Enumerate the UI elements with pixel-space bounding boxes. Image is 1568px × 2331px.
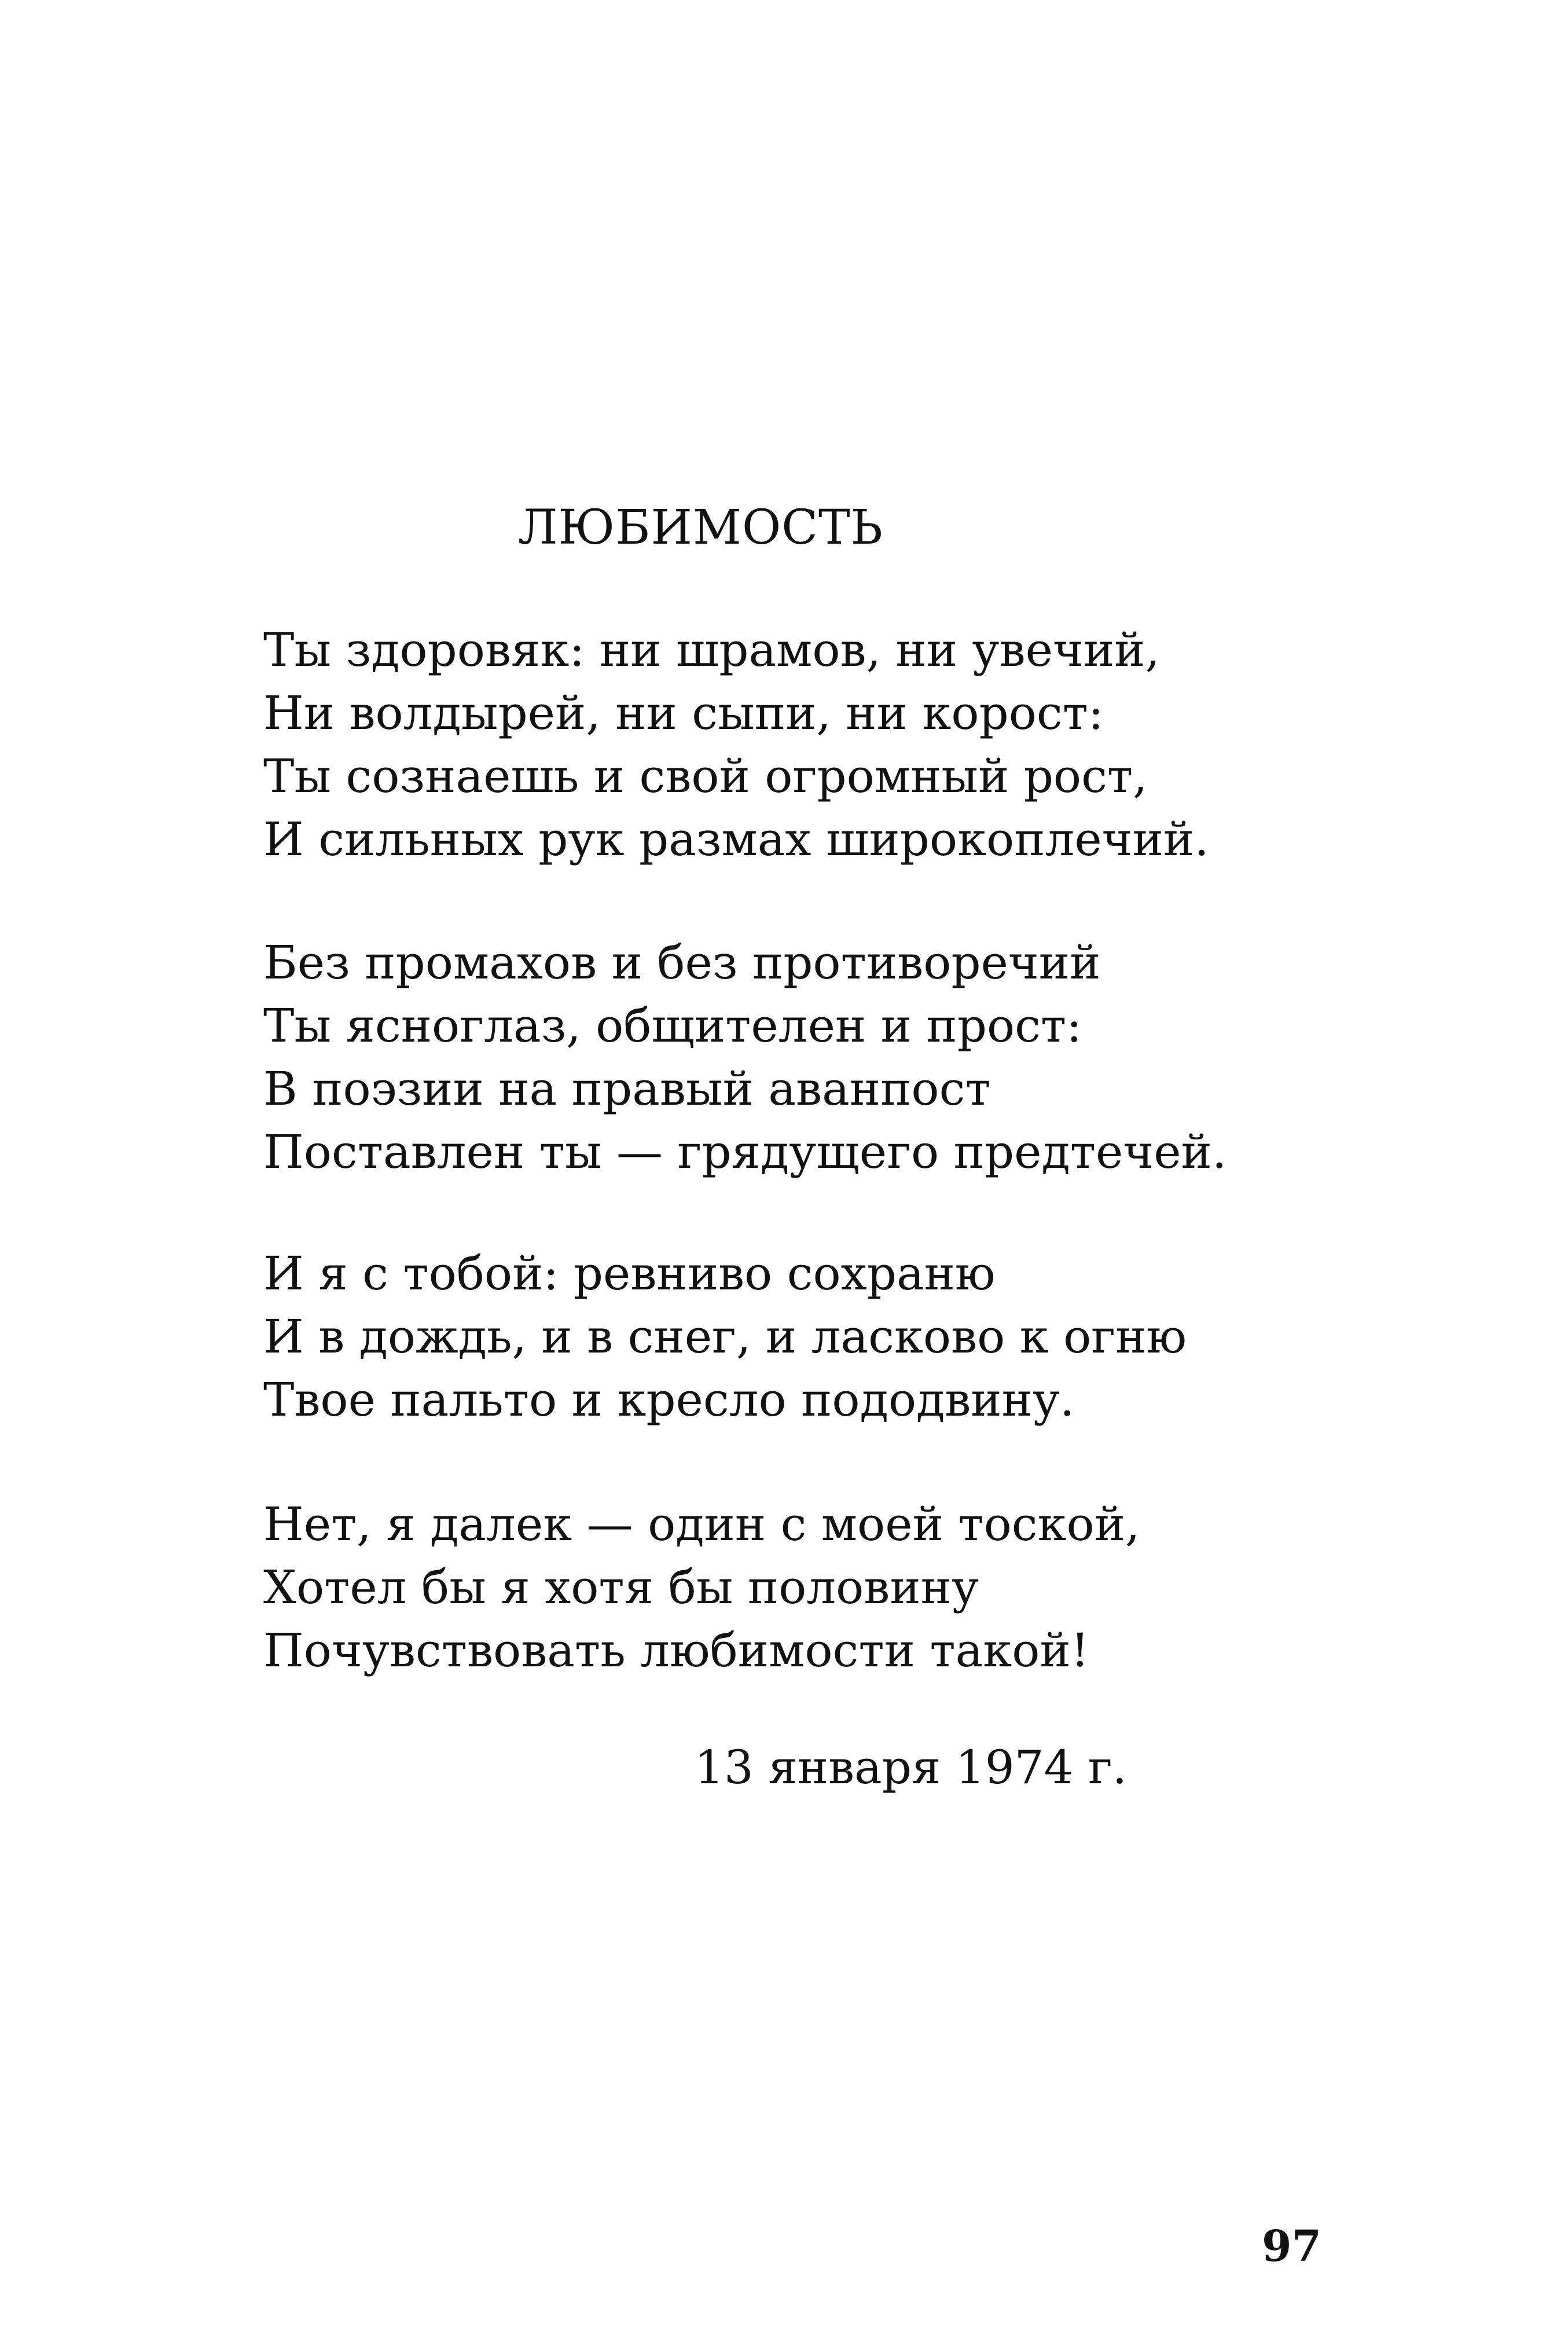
poem-title: ЛЮБИМОСТЬ (518, 500, 883, 555)
poem-line: Ты здоровяк: ни шрамов, ни увечий, (263, 623, 1160, 677)
poem-line: Твое пальто и кресло пододвину. (263, 1373, 1075, 1427)
poem-line: Хотел бы я хотя бы половину (263, 1560, 979, 1614)
poem-line: Почувствовать любимости такой! (263, 1623, 1089, 1677)
poem-line: И в дождь, и в снег, и ласково к огню (263, 1310, 1187, 1364)
stanza-1 (263, 618, 1247, 871)
poem-line: В поэзии на правый аванпост (263, 1062, 991, 1116)
poem-line: Ни волдырей, ни сыпи, ни корост: (263, 686, 1104, 740)
poem-line: И я с тобой: ревниво сохраню (263, 1247, 996, 1300)
poem-line: И сильных рук размах широкоплечий. (263, 812, 1209, 866)
poem-line: Поставлен ты — грядущего предтечей. (263, 1125, 1227, 1179)
poem-date: 13 января 1974 г. (695, 1740, 1128, 1794)
stanza-2 (263, 931, 1247, 1183)
stanza-3 (263, 1242, 1247, 1431)
poem-line: Без промахов и без противоречий (263, 936, 1101, 989)
poem-line: Нет, я далек — один с моей тоской, (263, 1497, 1140, 1551)
page-number: 97 (1262, 2222, 1321, 2271)
poem-line: Ты ясноглаз, общителен и прост: (263, 999, 1082, 1053)
stanza-4 (263, 1493, 1247, 1682)
poem-line: Ты сознаешь и свой огромный рост, (263, 749, 1148, 803)
